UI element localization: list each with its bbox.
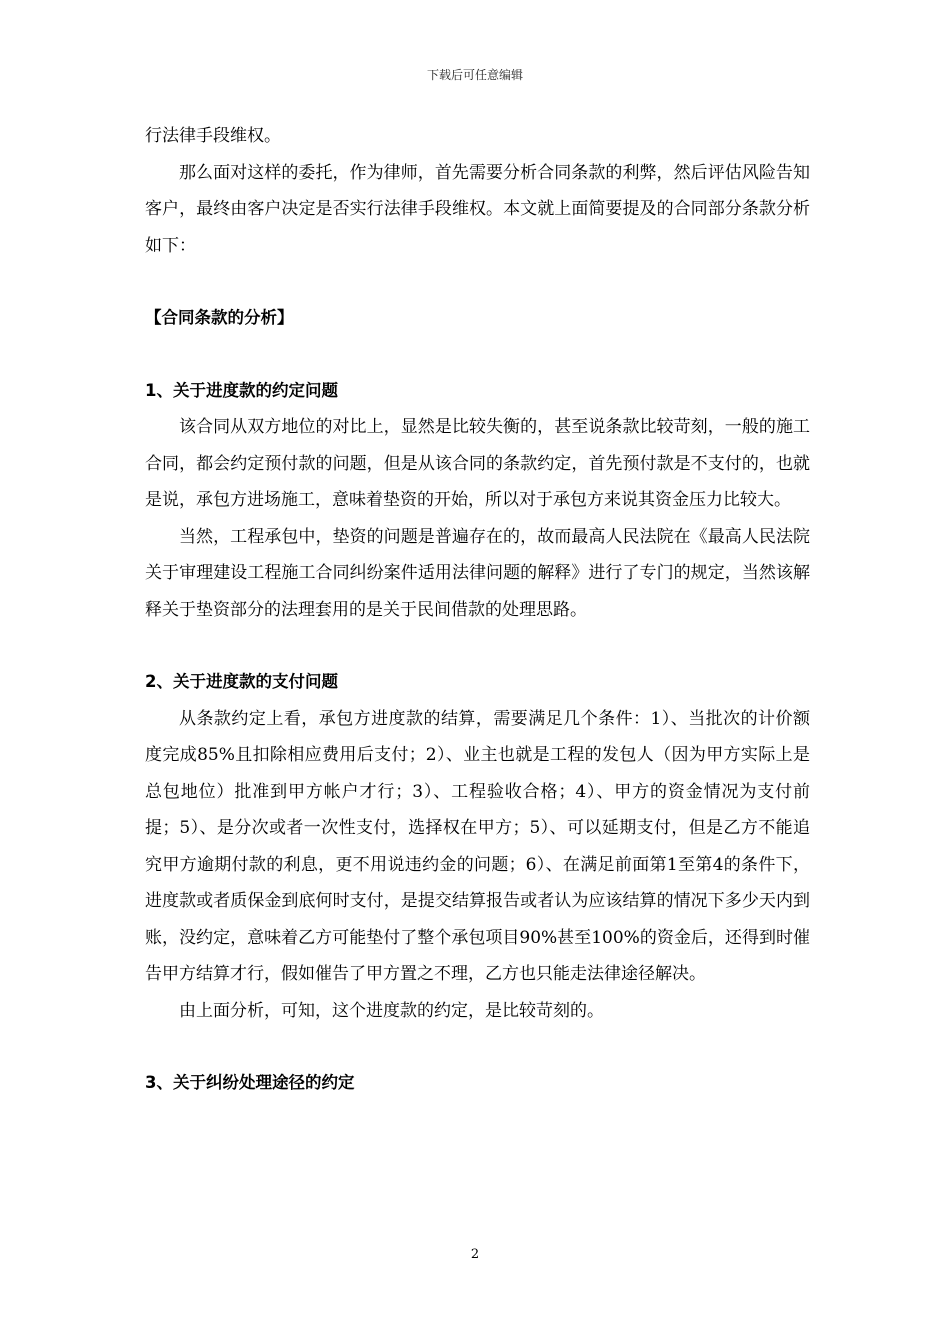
paragraph-2b: 由上面分析，可知，这个进度款的约定，是比较苛刻的。	[179, 1000, 604, 1021]
heading-1: 1、关于进度款的约定问题	[145, 380, 338, 400]
heading-3: 3、关于纠纷处理途径的约定	[145, 1073, 355, 1092]
section-title: 【合同条款的分析】	[145, 308, 294, 327]
paragraph-intro: 那么面对这样的委托，作为律师，首先需要分析合同条款的利弊，然后评估风险告知客户，最终由客户决定是否实行法律手段维权。本文就上面简要提及的合同部分条款分析如下：	[145, 162, 810, 256]
paragraph-1b: 当然，工程承包中，垫资的问题是普遍存在的，故而最高人民法院在《最高人民法院关于审理建设工程施工合同纠纷案件适用法律问题的解释》进行了专门的规定，当然该解释关于垫资部分的法理套用的是关于民间借款的处理思路。	[145, 526, 810, 620]
paragraph-1a: 该合同从双方地位的对比上，显然是比较失衡的，甚至说条款比较苛刻，一般的施工合同，都会约定预付款的问题，但是从该合同的条款约定，首先预付款是不支付的，也就是说，承包方进场施工，意味着垫资的开始，所以对于承包方来说其资金压力比较大。	[145, 417, 810, 510]
header-note: 下载后可任意编辑	[426, 68, 523, 82]
paragraph-intro-tail: 行法律手段维权。	[145, 126, 281, 146]
paragraph-2a: 从条款约定上看，承包方进度款的结算，需要满足几个条件：1）、当批次的计价额度完成85%且扣除相应费用后支付；2）、业主也就是工程的发包人（因为甲方实际上是总包地位）批准到甲方帐户才行；3）、工程验收合格；4）、甲方的资金情况为支付前提；5）、是分次或者一次性支付，选择权在甲方；5）、可以延期支付，但是乙方不能追究甲方逾期付款的利息，更不用说违约金的问题；6）、在满足前面第1至第4的条件下，进度款或者质保金到底何时支付，是提交结算报告或者认为应该结算的情况下多少天内到账，没约定，意味着乙方可能垫付了整个承包项目90%甚至100%的资金后，还得到时催告甲方结算才行，假如催告了甲方置之不理，乙方也只能走法律途径解决。	[145, 708, 810, 984]
document-body	[145, 118, 810, 1102]
heading-2: 2、关于进度款的支付问题	[145, 672, 338, 691]
page-number: 2	[470, 1247, 480, 1262]
